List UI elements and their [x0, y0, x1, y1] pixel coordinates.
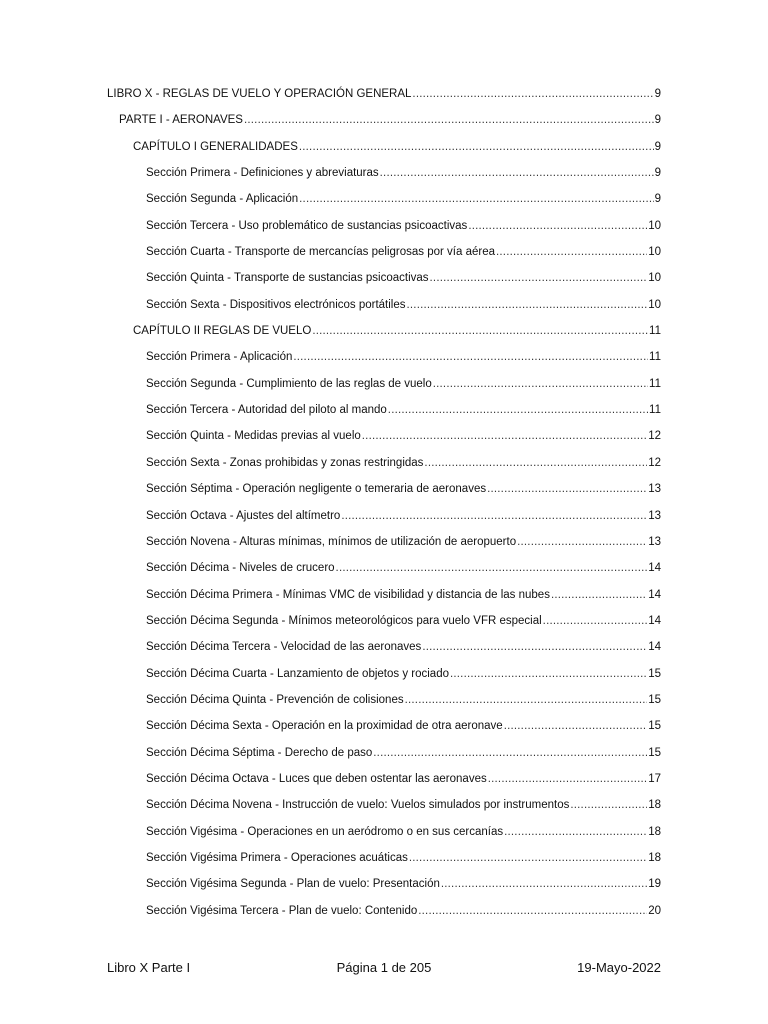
toc-entry[interactable] — [0, 589, 768, 615]
toc-entry-title: CAPÍTULO I GENERALIDADES — [133, 140, 298, 153]
toc-entry-title: Sección Décima Octava - Luces que deben ostentar las aeronaves — [146, 772, 487, 785]
toc-entry[interactable] — [0, 878, 768, 904]
toc-entry-page: 15 — [648, 667, 661, 680]
toc-leader-dots — [422, 641, 647, 653]
toc-entry-page: 18 — [648, 851, 661, 864]
toc-entry-page: 15 — [648, 693, 661, 706]
toc-leader-dots — [380, 167, 654, 179]
table-of-contents — [0, 88, 768, 931]
toc-entry-page: 13 — [648, 535, 661, 548]
toc-entry-title: Sección Sexta - Dispositivos electrónicos portátiles — [146, 298, 406, 311]
toc-entry[interactable] — [0, 826, 768, 852]
toc-entry[interactable] — [0, 430, 768, 456]
toc-entry-page: 15 — [648, 746, 661, 759]
toc-leader-dots — [517, 536, 647, 548]
toc-entry-title: Sección Décima Sexta - Operación en la proximidad de otra aeronave — [146, 720, 503, 733]
toc-entry-title: CAPÍTULO II REGLAS DE VUELO — [133, 325, 312, 338]
toc-entry[interactable] — [0, 299, 768, 325]
toc-leader-dots — [450, 668, 647, 680]
toc-entry-page: 14 — [648, 641, 661, 654]
toc-entry[interactable] — [0, 720, 768, 746]
toc-entry-page: 12 — [648, 430, 661, 443]
toc-entry-title: Sección Décima Primera - Mínimas VMC de visibilidad y distancia de las nubes — [146, 588, 550, 601]
toc-entry[interactable] — [0, 325, 768, 351]
toc-entry-page: 11 — [649, 404, 661, 417]
toc-entry[interactable] — [0, 799, 768, 825]
toc-leader-dots — [293, 351, 648, 363]
toc-entry-page: 10 — [648, 219, 661, 232]
toc-entry[interactable] — [0, 404, 768, 430]
toc-entry-title: LIBRO X - REGLAS DE VUELO Y OPERACIÓN GENERAL — [107, 88, 412, 100]
toc-entry-page: 12 — [648, 456, 661, 469]
toc-leader-dots — [412, 88, 653, 100]
toc-entry-title: Sección Décima Cuarta - Lanzamiento de objetos y rociado — [146, 667, 449, 680]
toc-entry-title: Sección Segunda - Aplicación — [146, 193, 299, 206]
toc-entry-page: 14 — [648, 614, 661, 627]
footer-date: 19-Mayo-2022 — [577, 960, 661, 975]
toc-entry-title: Sección Décima - Niveles de crucero — [146, 562, 335, 575]
toc-entry-title: PARTE I - AERONAVES — [119, 114, 243, 127]
toc-leader-dots — [488, 773, 647, 785]
toc-leader-dots — [299, 141, 654, 153]
toc-leader-dots — [441, 878, 647, 890]
toc-entry-title: Sección Vigésima Segunda - Plan de vuelo: Presentación — [146, 878, 440, 891]
toc-leader-dots — [424, 457, 647, 469]
toc-entry-page: 20 — [648, 904, 661, 917]
toc-entry-title: Sección Novena - Alturas mínimas, mínimos de utilización de aeropuerto — [146, 535, 517, 548]
toc-entry-page: 19 — [648, 878, 661, 891]
toc-leader-dots — [373, 747, 647, 759]
toc-entry[interactable] — [0, 852, 768, 878]
toc-entry-page: 11 — [649, 351, 661, 364]
toc-leader-dots — [418, 905, 647, 917]
toc-entry-title: Sección Primera - Aplicación — [146, 351, 293, 364]
toc-entry-page: 13 — [648, 483, 661, 496]
toc-entry[interactable] — [0, 773, 768, 799]
toc-leader-dots — [405, 694, 648, 706]
toc-entry-title: Sección Décima Novena - Instrucción de vuelo: Vuelos simulados por instrumentos — [146, 799, 570, 812]
toc-leader-dots — [341, 510, 647, 522]
toc-leader-dots — [487, 483, 647, 495]
toc-leader-dots — [407, 299, 648, 311]
toc-entry-title: Sección Quinta - Medidas previas al vuelo — [146, 430, 361, 443]
toc-entry-title: Sección Décima Segunda - Mínimos meteorológicos para vuelo VFR especial — [146, 614, 542, 627]
toc-leader-dots — [409, 852, 647, 864]
toc-leader-dots — [299, 193, 653, 205]
toc-entry-page: 14 — [648, 588, 661, 601]
toc-entry-page: 17 — [648, 772, 661, 785]
toc-entry[interactable] — [0, 668, 768, 694]
toc-entry[interactable] — [0, 457, 768, 483]
toc-entry-title: Sección Sexta - Zonas prohibidas y zonas restringidas — [146, 456, 424, 469]
toc-leader-dots — [496, 246, 647, 258]
toc-entry-page: 14 — [648, 562, 661, 575]
toc-entry-page: 10 — [648, 246, 661, 259]
toc-entry[interactable] — [0, 483, 768, 509]
toc-entry-title: Sección Décima Quinta - Prevención de colisiones — [146, 693, 404, 706]
toc-entry-page: 9 — [654, 88, 661, 100]
toc-entry[interactable] — [0, 905, 768, 931]
toc-leader-dots — [336, 562, 648, 574]
toc-leader-dots — [551, 589, 647, 601]
toc-leader-dots — [362, 430, 647, 442]
toc-entry-title: Sección Segunda - Cumplimiento de las reglas de vuelo — [146, 377, 432, 390]
toc-entry-page: 9 — [654, 114, 661, 127]
toc-entry[interactable] — [0, 562, 768, 588]
toc-entry-page: 9 — [654, 193, 661, 206]
toc-leader-dots — [433, 378, 648, 390]
toc-entry-page: 9 — [654, 140, 661, 153]
toc-entry[interactable] — [0, 536, 768, 562]
toc-leader-dots — [244, 114, 654, 126]
toc-entry[interactable] — [0, 88, 768, 114]
toc-entry-page: 13 — [648, 509, 661, 522]
toc-entry-title: Sección Cuarta - Transporte de mercancías peligrosas por vía aérea — [146, 246, 496, 259]
toc-entry[interactable] — [0, 747, 768, 773]
toc-entry-page: 18 — [648, 799, 661, 812]
toc-entry[interactable] — [0, 510, 768, 536]
toc-entry-page: 18 — [648, 825, 661, 838]
footer-document-name: Libro X Parte I — [107, 960, 191, 975]
toc-entry-page: 9 — [654, 167, 661, 180]
toc-leader-dots — [388, 404, 648, 416]
toc-entry-page: 15 — [648, 720, 661, 733]
toc-leader-dots — [570, 799, 647, 811]
toc-entry[interactable] — [0, 378, 768, 404]
toc-entry[interactable] — [0, 641, 768, 667]
toc-entry[interactable] — [0, 114, 768, 140]
toc-entry-title: Sección Primera - Definiciones y abreviaturas — [146, 167, 379, 180]
toc-entry-title: Sección Décima Séptima - Derecho de paso — [146, 746, 373, 759]
toc-leader-dots — [430, 272, 648, 284]
toc-entry-title: Sección Vigésima Tercera - Plan de vuelo: Contenido — [146, 904, 418, 917]
toc-entry[interactable] — [0, 694, 768, 720]
toc-entry-title: Sección Séptima - Operación negligente o temeraria de aeronaves — [146, 483, 487, 496]
toc-entry[interactable] — [0, 193, 768, 219]
page-footer — [107, 960, 661, 980]
toc-entry[interactable] — [0, 141, 768, 167]
toc-entry[interactable] — [0, 167, 768, 193]
toc-entry[interactable] — [0, 272, 768, 298]
toc-leader-dots — [504, 720, 648, 732]
toc-entry[interactable] — [0, 615, 768, 641]
toc-leader-dots — [504, 826, 647, 838]
toc-entry-title: Sección Vigésima - Operaciones en un aeródromo o en sus cercanías — [146, 825, 504, 838]
toc-leader-dots — [543, 615, 648, 627]
toc-entry-title: Sección Vigésima Primera - Operaciones acuáticas — [146, 851, 408, 864]
toc-entry-title: Sección Quinta - Transporte de sustancias psicoactivas — [146, 272, 429, 285]
toc-leader-dots — [468, 220, 647, 232]
footer-page-number: Página 1 de 205 — [336, 960, 432, 975]
toc-entry[interactable] — [0, 220, 768, 246]
toc-leader-dots — [312, 325, 648, 337]
toc-entry-page: 10 — [648, 298, 661, 311]
toc-entry-title: Sección Octava - Ajustes del altímetro — [146, 509, 341, 522]
toc-entry-page: 10 — [648, 272, 661, 285]
toc-entry-page: 11 — [649, 325, 661, 338]
toc-entry-title: Sección Tercera - Autoridad del piloto al mando — [146, 404, 387, 417]
toc-entry-page: 11 — [649, 377, 661, 390]
toc-entry[interactable] — [0, 351, 768, 377]
toc-entry-title: Sección Décima Tercera - Velocidad de las aeronaves — [146, 641, 422, 654]
toc-entry-title: Sección Tercera - Uso problemático de sustancias psicoactivas — [146, 219, 468, 232]
toc-entry[interactable] — [0, 246, 768, 272]
